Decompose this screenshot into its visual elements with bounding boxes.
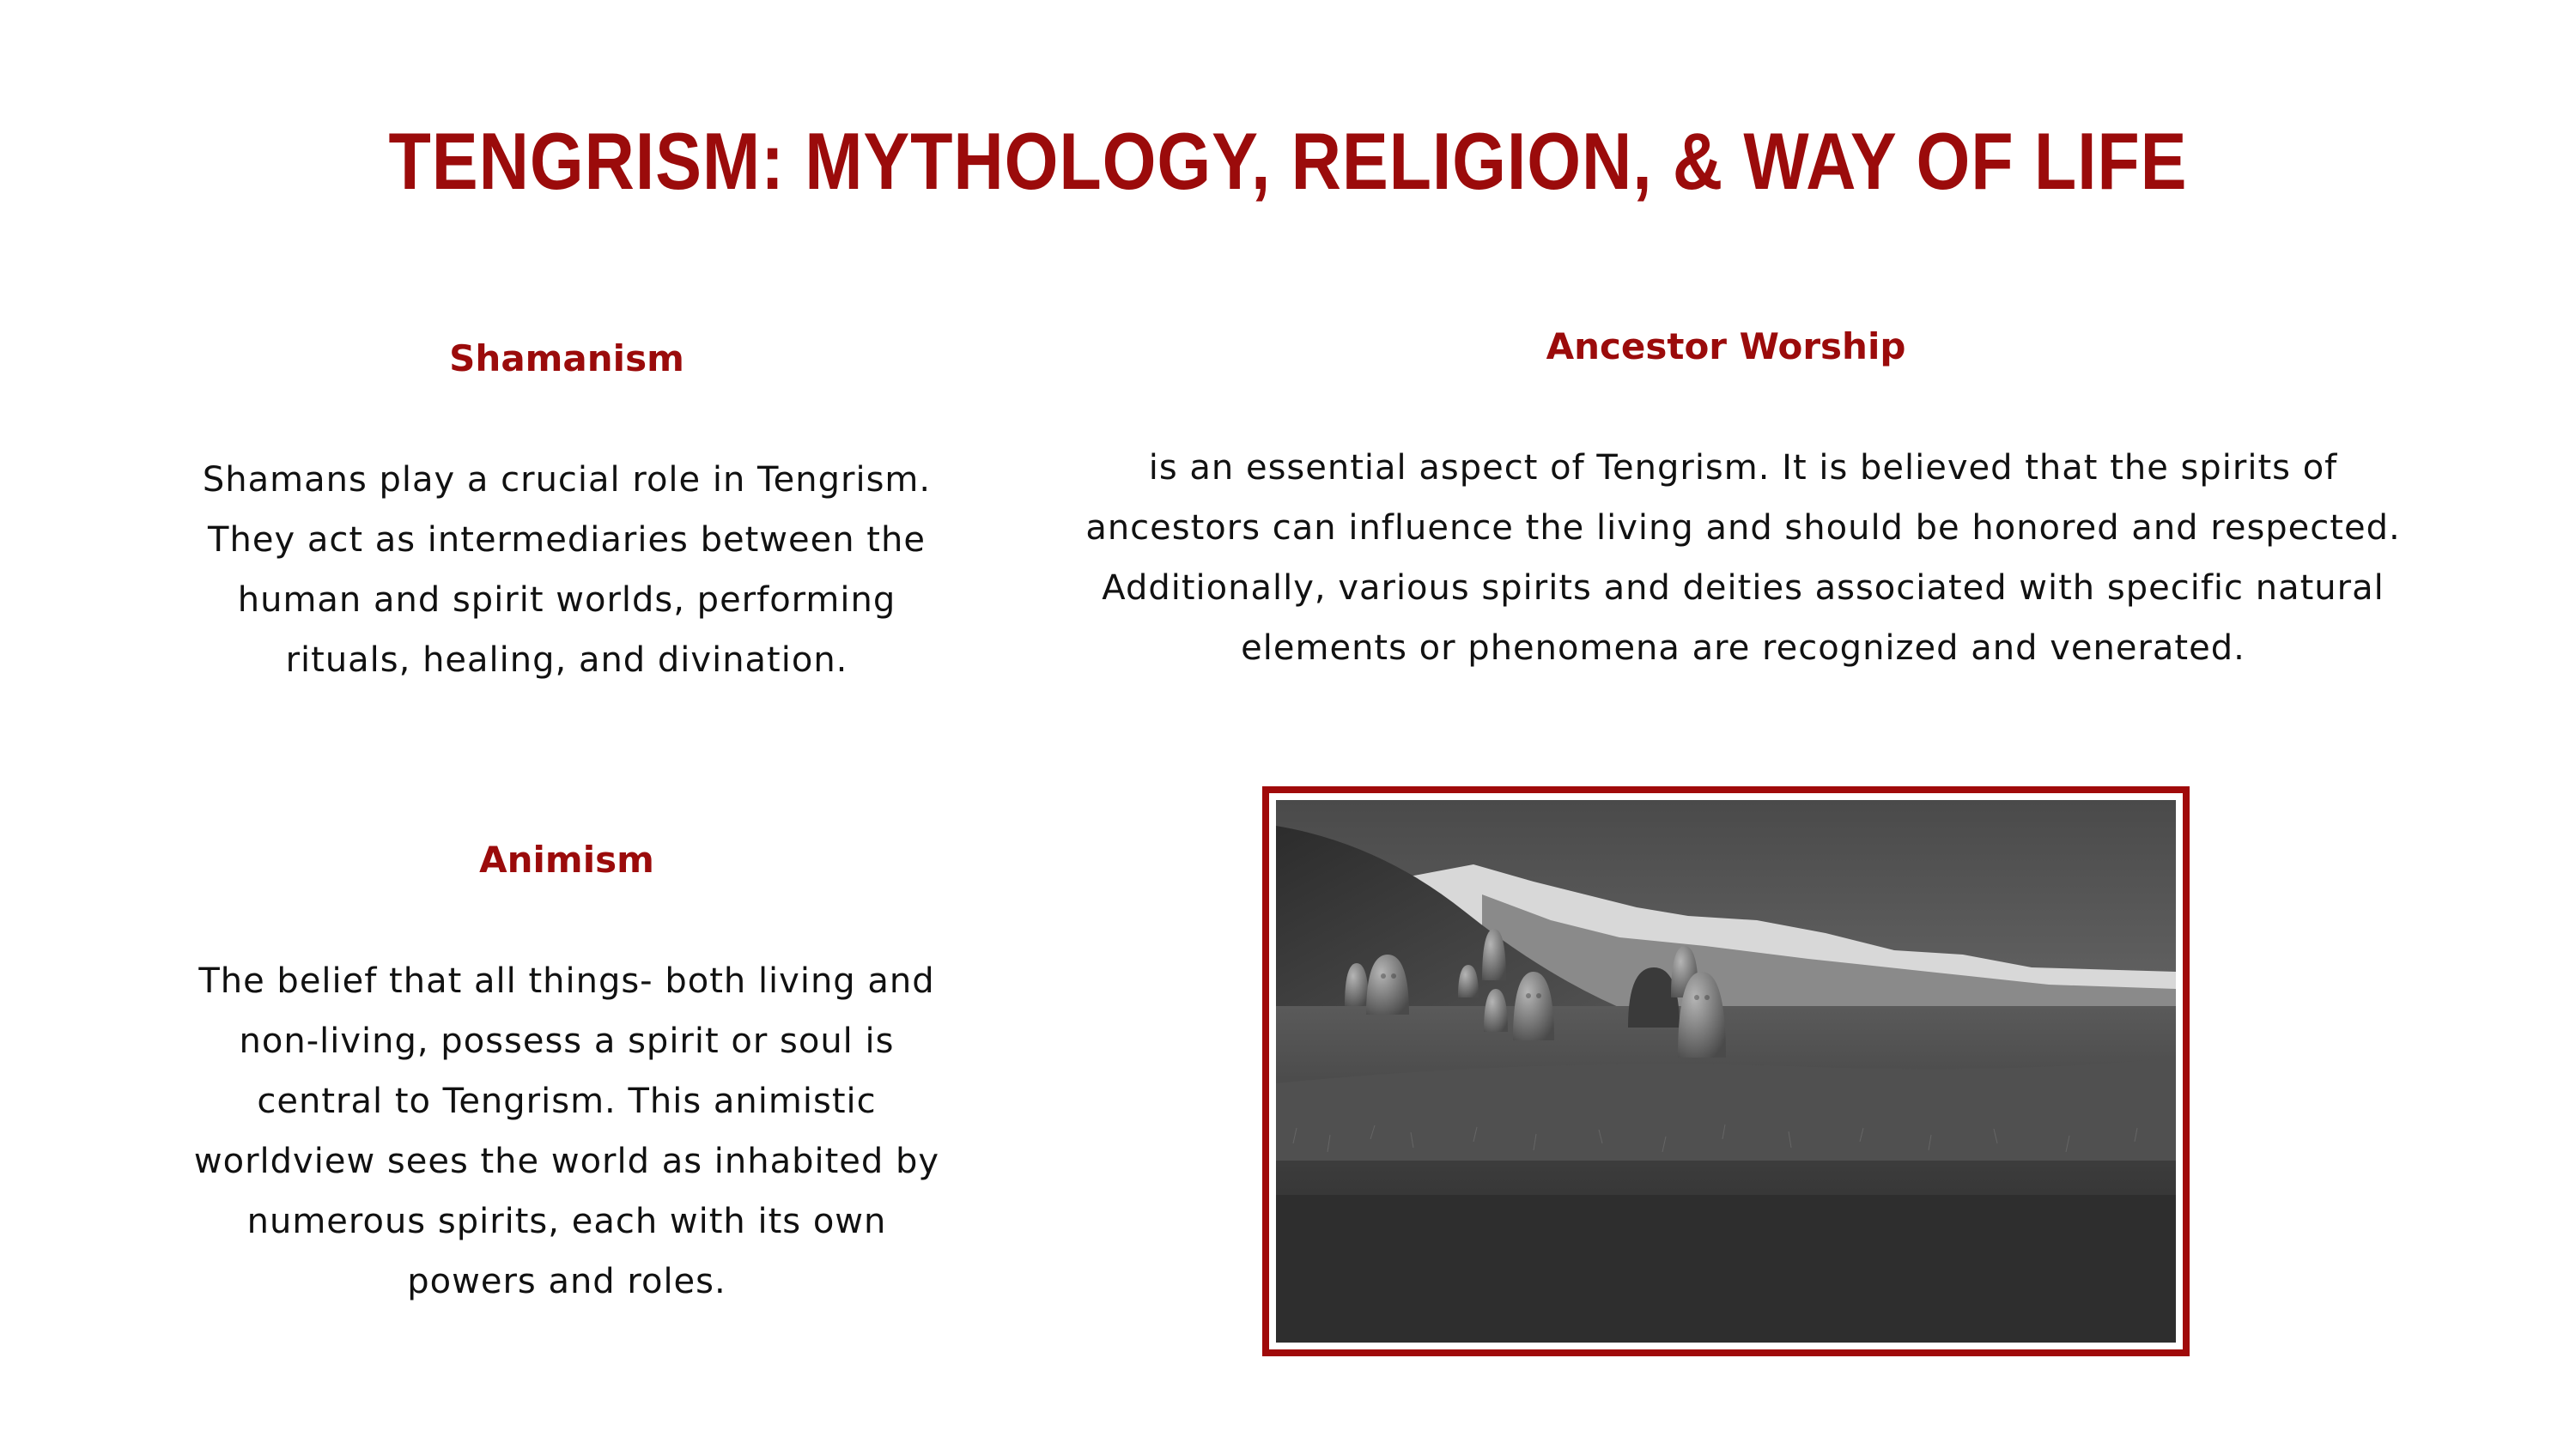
ancestor-worship-heading: Ancestor Worship bbox=[1546, 325, 1906, 367]
animism-heading: Animism bbox=[479, 839, 654, 881]
shamanism-heading: Shamanism bbox=[449, 337, 684, 379]
stone-statues-image bbox=[1276, 800, 2176, 1343]
page-title: TENGRISM: MYTHOLOGY, RELIGION, & WAY OF LIFE bbox=[388, 116, 2188, 206]
stone-statues-photo bbox=[1262, 786, 2190, 1356]
animism-text: The belief that all things- both living and non-living, possess a spirit or soul is central to Tengrism. This animistic worldview sees the world as inhabited by numerous spirits, each with its own powers and roles. bbox=[193, 961, 940, 1301]
ancestor-worship-text: is an essential aspect of Tengrism. It is believed that the spirits of ancestors can influence the living and should be honored and respected. Additionally, various spirits and deities associated with specific natural elements or phenomena are recognized and venerated. bbox=[1085, 448, 2401, 668]
shamanism-text: Shamans play a crucial role in Tengrism. They act as intermediaries between the human and spirit worlds, performing rituals, healing, and divination. bbox=[202, 460, 932, 680]
